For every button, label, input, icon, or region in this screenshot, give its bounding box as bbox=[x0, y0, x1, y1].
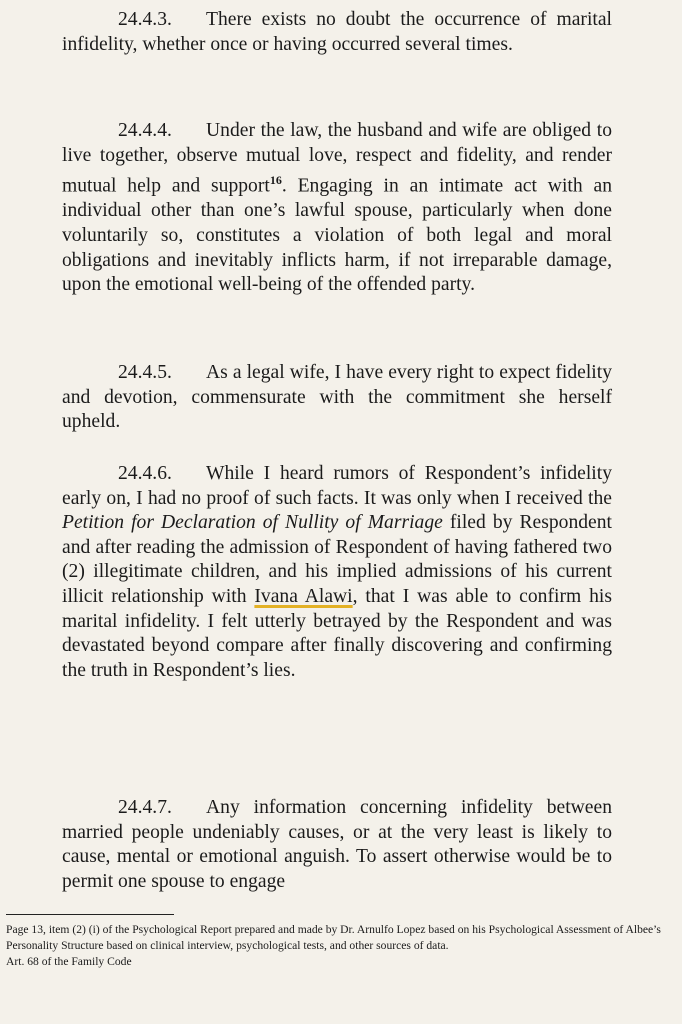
petition-title: Petition for Declaration of Nullity of Marriage bbox=[62, 512, 443, 534]
paragraph-text-continued: . Engaging in an intimate act with an individual other than one’s lawful spouse, particularly when done voluntarily so, constitutes a violation of both legal and moral obligations and inevitably inflicts harm, if not irreparable damage, upon the emotional well-being of the offended party. bbox=[62, 175, 612, 296]
paragraph-number: 24.4.4. bbox=[118, 120, 172, 141]
paragraph-text: There exists no doubt the occurrence of marital infidelity, whether once or having occurred several times. bbox=[62, 9, 612, 55]
paragraph-24-4-4 bbox=[62, 119, 612, 298]
paragraph-number: 24.4.7. bbox=[118, 797, 172, 818]
paragraph-number: 24.4.5. bbox=[118, 362, 172, 383]
paragraph-24-4-7 bbox=[62, 796, 612, 894]
paragraph-text: Any information concerning infidelity between married people undeniably causes, or at the very least is likely to cause, mental or emotional anguish. To assert otherwise would be to permit one spouse to engage bbox=[62, 797, 612, 892]
paragraph-number: 24.4.3. bbox=[118, 9, 172, 30]
footnote-reference: 16 bbox=[269, 173, 282, 188]
paragraph-text: As a legal wife, I have every right to expect fidelity and devotion, commensurate with the commitment she herself upheld. bbox=[62, 362, 612, 433]
highlighted-name: Ivana Alawi bbox=[254, 585, 353, 607]
footnotes bbox=[6, 922, 670, 970]
paragraph-text-end: , that I was able to confirm his marital infidelity. I felt utterly betrayed by the Respondent and was devastated beyond compare after finally discovering and confirming the truth in Respondent’s lies. bbox=[62, 585, 612, 681]
footnote-divider bbox=[6, 914, 174, 915]
paragraph-24-4-6 bbox=[62, 462, 612, 683]
footnote-16: Art. 68 of the Family Code bbox=[6, 955, 132, 968]
paragraph-text: While I heard rumors of Respondent’s infidelity early on, I had no proof of such facts. It was only when I received the bbox=[62, 463, 612, 509]
paragraph-number: 24.4.6. bbox=[118, 463, 172, 484]
paragraph-text-middle: filed by Respondent and after reading the admission of Respondent of having fathered two (2) illegitimate children, and his implied admissions of his current illicit relationship with bbox=[62, 512, 612, 607]
footnote-15: Page 13, item (2) (i) of the Psychological Report prepared and made by Dr. Arnulfo Lopez based on his Psychological Assessment of Albee’s Personality Structure based on clinical interview, psychological tests, and other sources of data. bbox=[6, 923, 661, 952]
paragraph-24-4-5 bbox=[62, 361, 612, 435]
paragraph-24-4-3 bbox=[62, 8, 612, 57]
paragraph-text: Under the law, the husband and wife are obliged to live together, observe mutual love, respect and fidelity, and render mutual help and support bbox=[62, 120, 612, 197]
